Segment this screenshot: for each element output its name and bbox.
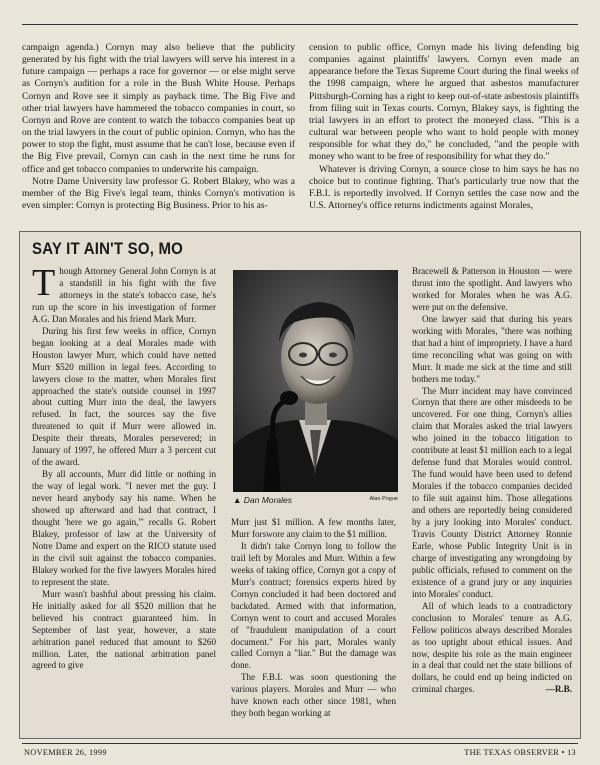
top-rule <box>22 24 578 25</box>
paragraph: cension to public office, Cornyn made his living defending big companies against plaintiffs' lawyers. Cornyn even made an appearance before the Texas Supreme Court during the final weeks of the 1998 campaign, where he argued that asbestos manufacturer Pittsburgh-Corning has a right to keep out-of-state asbestosis plaintiffs from filing suit in Texas courts. Cornyn, Blakey says, is fighting the trial lawyers in an effort to protect the moneyed class. "This is a cultural war between people who want to hold people with money responsible for what they do," he concluded, "and the people with money who want to be free of responsibility for what they do." <box>309 42 579 163</box>
paragraph: One lawyer said that during his years working with Morales, "there was nothing that had a hint of impropriety. I have a hard time reconciling what was going on with Murr. It made me sick at the time and still bothers me today." <box>412 313 572 384</box>
paragraph: During his first few weeks in office, Cornyn began looking at a deal Morales made with Houston lawyer Murr, which could have netted Murr $520 million in legal fees. According to lawyers close to the matter, when Morales first approached the state's outside counsel in 1997 about cutting Murr into the deal, the lawyers refused. In fact, the sources say the five threatened to quit if Murr were allowed in. Despite their threats, Morales persevered; in January of 1997, he offered Murr a 3 percent cut of the award. <box>32 325 216 468</box>
drop-cap: T <box>32 262 56 304</box>
author-signature: —R.B. <box>545 684 572 695</box>
issue-date: NOVEMBER 26, 1999 <box>24 748 107 757</box>
paragraph: It didn't take Cornyn long to follow the trail left by Morales and Murr. Within a few weeks of taking office, Cornyn got a copy of Murr's contract; forensics experts hired by Cornyn concluded it had been doctored and backdated. Armed with that information, Cornyn went to court and accused Morales of "fraudulent manipulation of a court document." For his part, Morales wanly called Cornyn a "liar." But the damage was done. <box>231 540 396 671</box>
lead-text: hough Attorney General John Cornyn is at a standstill in his fight with the five attorneys in the state's tobacco case, he's run up the score in his investigation of former A.G. Dan Morales and his friend Mark Murr. <box>32 266 216 324</box>
paragraph: Murr wasn't bashful about pressing his claim. He initially asked for all $520 million that he believed his contract guaranteed him. In September of last year, however, a state arbitration panel reduced that amount to $260 million. Later, the national arbitration panel agreed to give <box>32 588 216 671</box>
paragraph: The Murr incident may have convinced Cornyn that there are other misdeeds to be uncovered. For one thing, Cornyn's allies claim that Morales asked the trial lawyers who joined in the tobacco litigation to contribute at least $1 million each to a legal defense fund that Morales would control. The fund would have been used to defend Morales if the tobacco companies decided to file suit against him. Those allegations and others are reportedly being considered by a jury looking into Morales' conduct. Travis County District Attorney Ronnie Earle, whose Public Integrity Unit is in charge of investigating any wrongdoing by public officials, refused to comment on the existence of a grand jury or any inquiries into Morales' conduct. <box>412 385 572 599</box>
portrait-illustration <box>233 270 398 492</box>
paragraph: Murr just $1 million. A few months later, Murr forswore any claim to the $1 million. <box>231 517 396 539</box>
paragraph: By all accounts, Murr did little or nothing in the way of legal work. "I never met the guy. I never heard anybody say his name. When he showed up afterward and had that contract, I thought 'here we go again,'" recalls G. Robert Blakey, professor of law at the University of Notre Dame and expert on the RICO statute used in the civil suit against the tobacco companies. Blakey worked for the five lawyers Morales hired to represent the state. <box>32 469 216 587</box>
footer-rule <box>22 743 578 744</box>
paragraph: Notre Dame University law professor G. Robert Blakey, who was a member of the Big Five's legal team, thinks Cornyn's motivation is even simpler: Cornyn is protecting Big Business. Prior to his as- <box>22 175 295 212</box>
paragraph: The F.B.I. was soon questioning the various players. Morales and Murr — who have known each other since 1981, when they both began working at <box>231 672 396 719</box>
sidebar-column-2 <box>231 517 396 720</box>
article-column-left <box>22 42 295 212</box>
closing-paragraph <box>412 601 572 697</box>
sidebar-lead-paragraph <box>32 262 216 326</box>
article-column-right <box>309 42 579 212</box>
publication-page-number: THE TEXAS OBSERVER • 13 <box>464 748 576 757</box>
sidebar-column-1 <box>32 262 216 672</box>
photo-caption: ▲ Dan Morales <box>233 495 292 505</box>
paragraph: Bracewell & Patterson in Houston — were thrust into the spotlight. And lawyers who worked for Morales when he was A.G. were put on the defensive. <box>412 266 572 312</box>
sidebar-title: SAY IT AIN'T SO, MO <box>32 240 184 259</box>
paragraph: Whatever is driving Cornyn, a source close to him says he has no choice but to continue fighting. That's particularly true now that the F.B.I. is reportedly involved. If Cornyn settles the case now and the U.S. Attorney's office returns indictments against Morales, <box>309 163 579 212</box>
paragraph: campaign agenda.) Cornyn may also believe that the publicity generated by his fight with the trial lawyers will serve his interest in a future campaign — perhaps a race for governor — or else might serve as Cornyn's audition for a role in the Bush White House. Perhaps Cornyn and Rove see it simply as payback time. The Big Five and other trial lawyers have hammered the tobacco companies in court, so Cornyn and Rove are content to watch the tobacco companies beat up on the trial lawyers in the court of public opinion. Cornyn, who has the power to stop the fight, must assume that he can't lose, because even if the Big Five prevail, Cornyn can cash in the next time he runs for office and get tobacco companies to underwrite his campaign. <box>22 42 295 175</box>
sidebar-box <box>19 231 581 739</box>
closing-text: All of which leads to a contradictory conclusion to Morales' tenure as A.G. Fellow politicos always described Morales as too uptight about ethical issues. And now, despite his role as the main engineer in a deal that could net the state billions of dollars, he could end up being indicted on criminal charges. <box>412 600 572 695</box>
photo-caption-row <box>233 495 398 509</box>
sidebar-column-3 <box>412 266 572 696</box>
portrait-photo <box>233 270 398 492</box>
photo-credit: Alan Pogue <box>369 496 398 502</box>
